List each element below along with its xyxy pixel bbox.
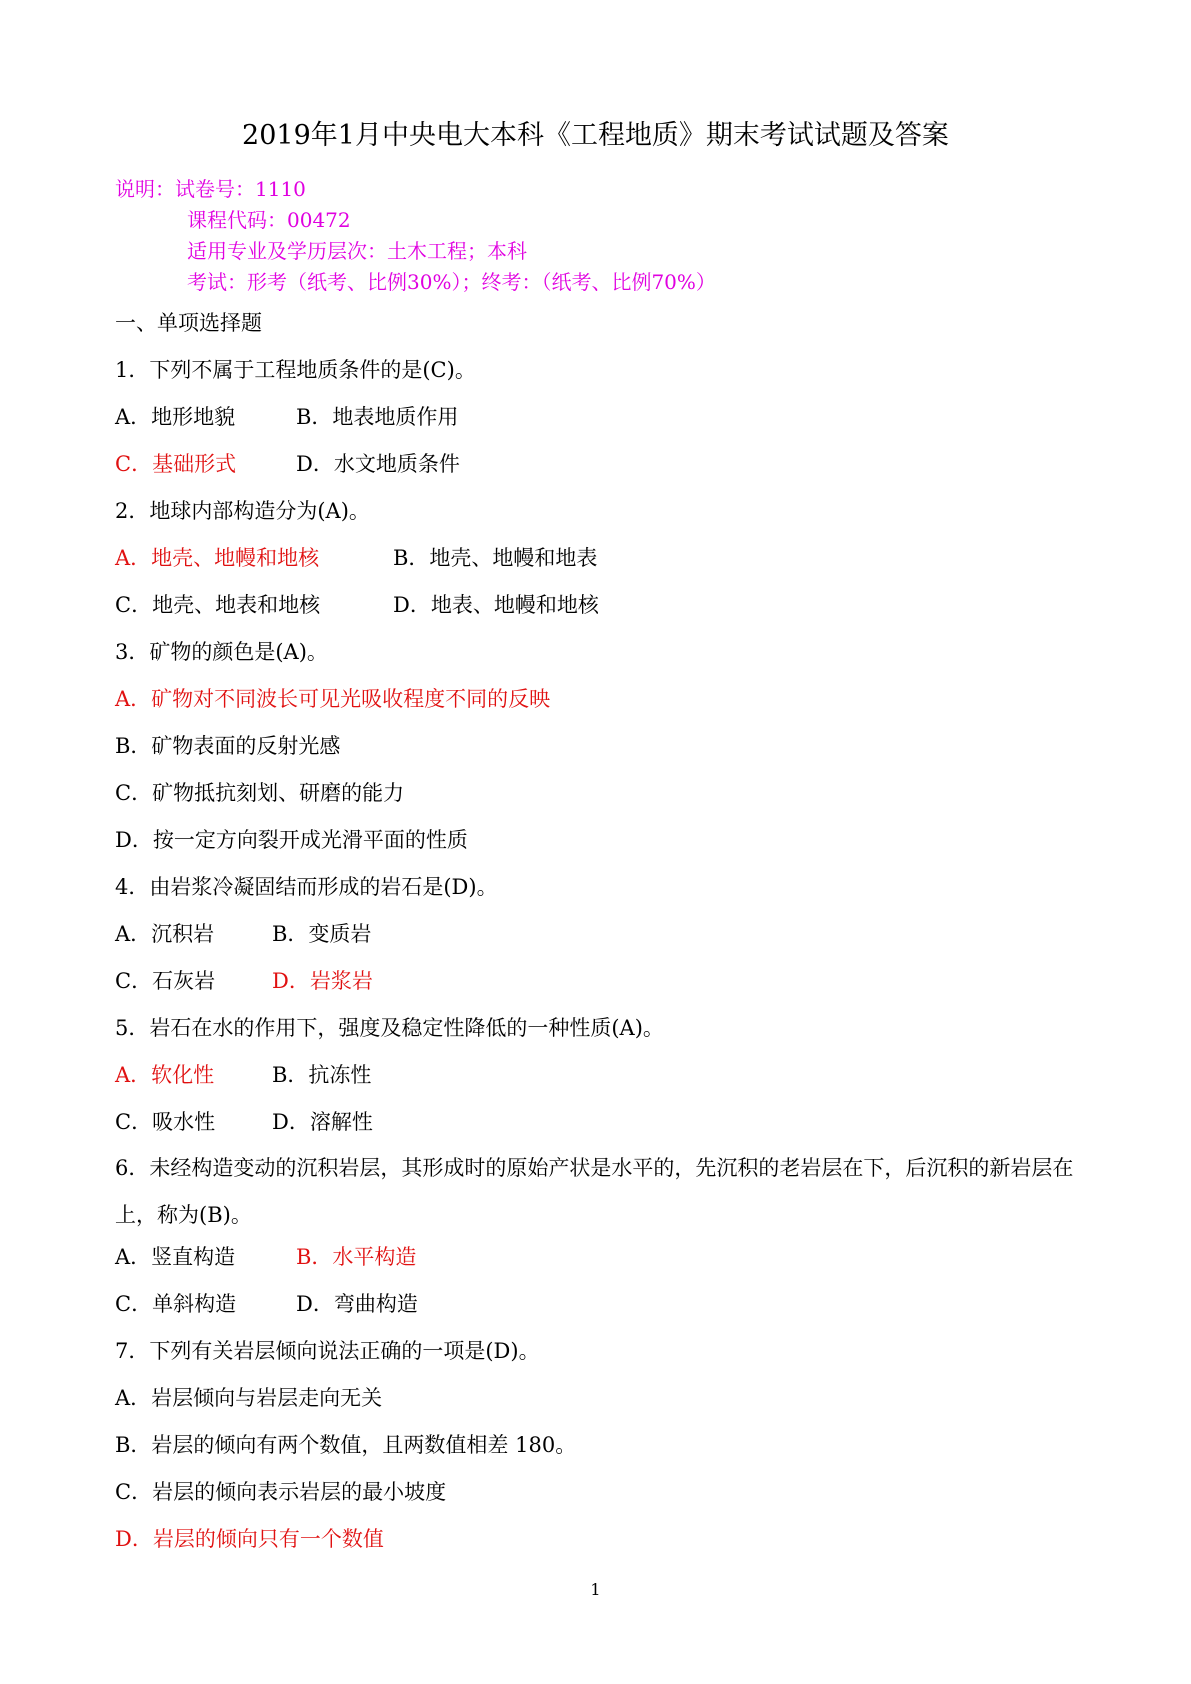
page-number: 1 bbox=[590, 1580, 601, 1599]
exam-info bbox=[115, 174, 716, 298]
question-stem: 6．未经构造变动的沉积岩层，其形成时的原始产状是水平的，先沉积的老岩层在下，后沉积的新岩层在上，称为(B)。 bbox=[115, 1156, 1074, 1227]
option-d: D．水文地质条件 bbox=[296, 452, 460, 476]
major-level: 适用专业及学历层次：土木工程；本科 bbox=[187, 239, 527, 263]
option-d: D．地表、地幔和地核 bbox=[393, 593, 599, 617]
exam-format: 考试：形考（纸考、比例30%）；终考：（纸考、比例70%） bbox=[187, 270, 716, 294]
option-row bbox=[115, 1057, 1095, 1104]
option-a: A．竖直构造 bbox=[115, 1245, 236, 1269]
option-b: B．抗冻性 bbox=[272, 1063, 372, 1087]
question-stem: 2．地球内部构造分为(A)。 bbox=[115, 499, 370, 523]
option-row bbox=[115, 963, 1095, 1010]
info-lead: 说明： bbox=[115, 177, 175, 201]
question-stem: 3．矿物的颜色是(A)。 bbox=[115, 640, 328, 664]
option-row bbox=[115, 446, 1095, 493]
option-d: D．溶解性 bbox=[272, 1110, 373, 1134]
option-c: C．吸水性 bbox=[115, 1110, 216, 1134]
question-stem: 4．由岩浆冷凝固结而形成的岩石是(D)。 bbox=[115, 875, 498, 899]
option-a-answer: A．矿物对不同波长可见光吸收程度不同的反映 bbox=[115, 687, 551, 711]
option-b: B．岩层的倾向有两个数值，且两数值相差 180。 bbox=[115, 1433, 577, 1457]
option-d: D．按一定方向裂开成光滑平面的性质 bbox=[115, 828, 468, 852]
option-row bbox=[115, 540, 1095, 587]
option-c: C．岩层的倾向表示岩层的最小坡度 bbox=[115, 1480, 447, 1504]
course-code: 课程代码：00472 bbox=[187, 208, 351, 232]
question-stem: 5．岩石在水的作用下，强度及稳定性降低的一种性质(A)。 bbox=[115, 1016, 664, 1040]
option-a-answer: A．软化性 bbox=[115, 1063, 215, 1087]
option-a: A．沉积岩 bbox=[115, 922, 215, 946]
option-d: D．弯曲构造 bbox=[296, 1292, 418, 1316]
option-row bbox=[115, 1286, 1095, 1333]
option-b-answer: B．水平构造 bbox=[296, 1245, 417, 1269]
option-row bbox=[115, 1104, 1095, 1151]
option-d-answer: D．岩层的倾向只有一个数值 bbox=[115, 1527, 384, 1551]
option-b: B．矿物表面的反射光感 bbox=[115, 734, 341, 758]
question-stem: 7．下列有关岩层倾向说法正确的一项是(D)。 bbox=[115, 1339, 540, 1363]
option-b: B．地表地质作用 bbox=[296, 405, 459, 429]
option-row bbox=[115, 916, 1095, 963]
option-b: B．地壳、地幔和地表 bbox=[393, 546, 598, 570]
document-title: 2019年1月中央电大本科《工程地质》期末考试试题及答案 bbox=[242, 120, 949, 151]
option-a-answer: A．地壳、地幔和地核 bbox=[115, 546, 320, 570]
option-a: A．地形地貌 bbox=[115, 405, 236, 429]
question-stem: 1．下列不属于工程地质条件的是(C)。 bbox=[115, 358, 476, 382]
paper-number: 试卷号：1110 bbox=[175, 177, 306, 201]
option-b: B．变质岩 bbox=[272, 922, 372, 946]
option-c: C．矿物抵抗刻划、研磨的能力 bbox=[115, 781, 405, 805]
question-list bbox=[115, 305, 1095, 1568]
option-row bbox=[115, 587, 1095, 634]
option-c: C．单斜构造 bbox=[115, 1292, 237, 1316]
option-row bbox=[115, 1239, 1095, 1286]
option-a: A．岩层倾向与岩层走向无关 bbox=[115, 1386, 383, 1410]
option-d-answer: D．岩浆岩 bbox=[272, 969, 373, 993]
option-c: C．石灰岩 bbox=[115, 969, 216, 993]
option-c-answer: C．基础形式 bbox=[115, 452, 237, 476]
option-c: C．地壳、地表和地核 bbox=[115, 593, 321, 617]
section-heading: 一、单项选择题 bbox=[115, 311, 262, 335]
option-row bbox=[115, 399, 1095, 446]
